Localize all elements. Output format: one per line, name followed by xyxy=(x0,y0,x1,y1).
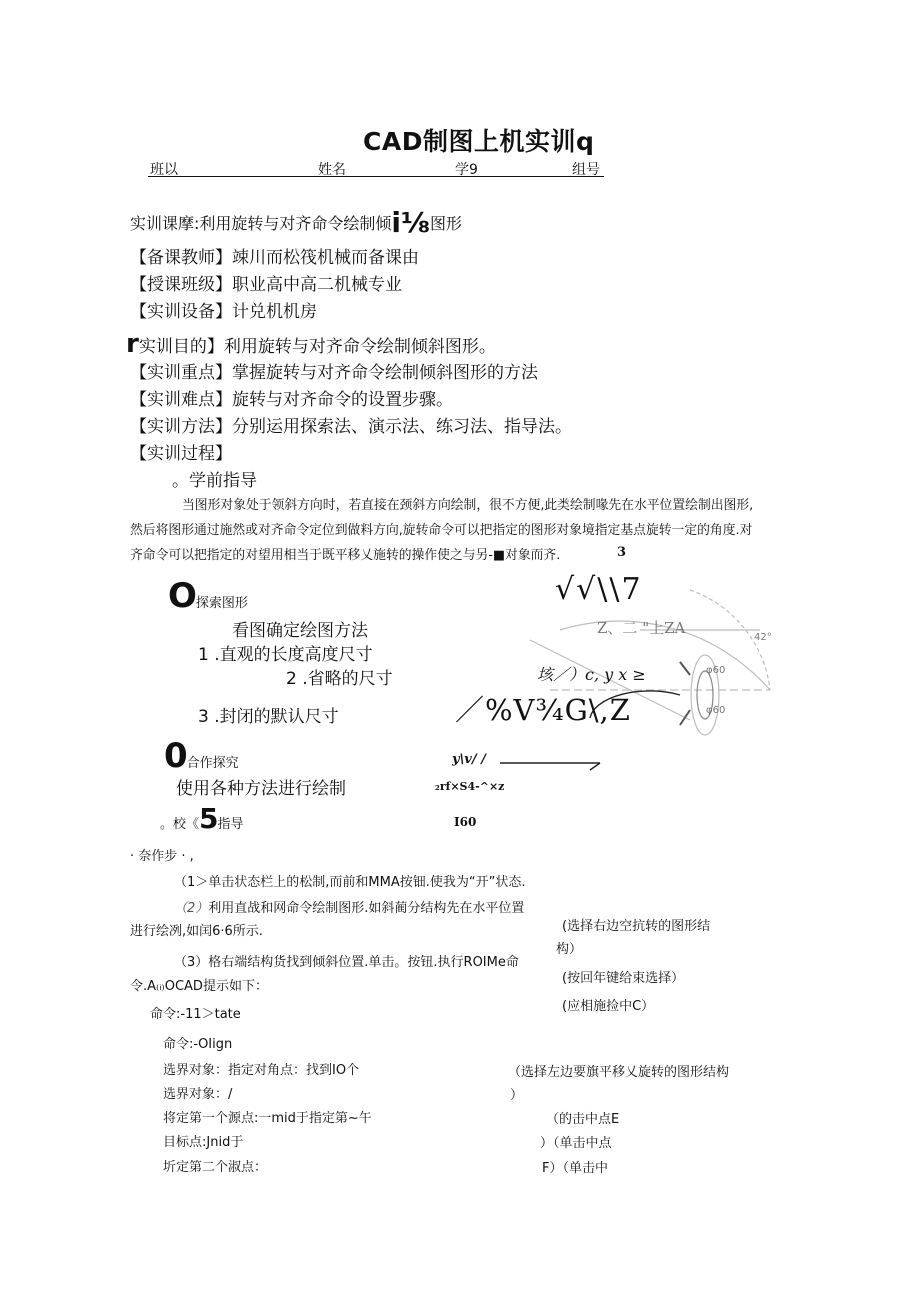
explore-heading xyxy=(168,576,248,616)
class-label: 班以 xyxy=(150,162,178,178)
step-2-line-1 xyxy=(174,897,524,916)
goal-text: 实训目的】利用旋转与对齐命令绘制倾斜图形。 xyxy=(138,337,496,357)
course-title xyxy=(130,206,462,239)
intro-line-3: 齐命令可以把指定的对望用相当于既平移乂施转的操作使之与另-■对象而齐. xyxy=(130,548,561,563)
explore-item-1: 1 .直观的长度高度尺寸 xyxy=(198,645,373,665)
process-line: 【实训过程】 xyxy=(130,444,232,464)
school-prefix: 。校《 xyxy=(160,817,200,832)
tick-b xyxy=(680,710,690,725)
command-select-2: 选界对象：/ xyxy=(163,1087,233,1102)
header-underline xyxy=(148,176,604,177)
explore-subtitle: 看图确定绘图方法 xyxy=(232,621,368,641)
step-3-line-2: 令.A₍ᵢ₎OCAD提示如下： xyxy=(130,979,268,994)
note-midpoint-f: F）（单击中 xyxy=(542,1161,608,1176)
difficulty-line: 【实训难点】旋转与对齐命令的设置步骤。 xyxy=(130,390,453,410)
command-target-1: 目标点:Jnid于 xyxy=(163,1135,244,1150)
school-mark: 5 xyxy=(199,802,218,835)
note-enter: (按回年键给束选择） xyxy=(562,971,685,986)
page-marker: 3 xyxy=(617,545,627,560)
cooperate-label: 合作探究 xyxy=(186,756,239,771)
figure-line-2: Z、二 "上ZA xyxy=(597,619,686,637)
step-2-num: （2） xyxy=(174,901,209,916)
cooperate-subtitle: 使用各种方法进行绘制 xyxy=(176,779,346,799)
course-glyph: i⅛ xyxy=(391,206,430,239)
command-rotate: 命令:-11＞tate xyxy=(150,1007,241,1022)
note-select-left: （选择左边要旗平移乂旋转的图形结构 xyxy=(508,1065,730,1080)
course-prefix: 实训课摩:利用旋转与对齐命令绘制倾 xyxy=(130,214,392,233)
goal-mark: r xyxy=(126,329,139,359)
figure-line-7: I60 xyxy=(454,815,477,829)
figure-line-5: y\v/ / xyxy=(452,752,486,767)
class-line: 【授课班级】职业高中高二机械专业 xyxy=(130,275,402,295)
group-label: 组号 xyxy=(572,162,600,178)
number-label: 学9 xyxy=(455,162,478,178)
steps-title: · 奈作步 · , xyxy=(130,849,194,864)
name-label: 姓名 xyxy=(318,162,346,178)
note-select-right-1: (选择右边空抗转的图形结 xyxy=(562,919,711,934)
step-2-line-2: 进行绘冽,如闰6·6所示. xyxy=(130,924,263,939)
figure-phi-1: φ60 xyxy=(706,665,726,676)
cooperate-mark: 0 xyxy=(164,736,187,776)
pre-guide: 。学前指导 xyxy=(172,471,257,491)
command-source-1: 将定第一个源点:一mid于指定第~午 xyxy=(163,1111,372,1126)
method-line: 【实训方法】分别运用探索法、演示法、练习法、指导法。 xyxy=(130,417,572,437)
school-label: 指导 xyxy=(217,817,244,832)
figure-line-3: 垓／）c, y x ≥ xyxy=(537,665,646,684)
note-midpoint-e: （的击中点E xyxy=(546,1112,620,1127)
note-clipped: (应相施捡中C） xyxy=(562,999,655,1014)
note-select-left-close: ） xyxy=(510,1088,524,1103)
goal-line xyxy=(126,329,496,359)
explore-item-2: 2 .省略的尺寸 xyxy=(286,669,393,689)
note-midpoint: ）（单击中点 xyxy=(540,1136,612,1151)
step-2-text: 利用直战和网命令绘制图形.如斜蔺分结构先在水平位置 xyxy=(208,901,525,916)
cooperate-heading xyxy=(164,736,239,776)
equipment-line: 【实训设备】计兑机机房 xyxy=(130,302,317,322)
command-align: 命令:-OIign xyxy=(163,1037,233,1052)
course-suffix: 图形 xyxy=(430,214,463,233)
command-select-1: 选界对象：指定对角点：找到IO个 xyxy=(163,1063,360,1078)
note-select-right-2: 构） xyxy=(556,942,583,957)
explore-item-3: 3 .封闭的默认尺寸 xyxy=(198,707,339,727)
step-3-line-1: （3）格右端结构货找到倾斜位置.单击。按钮.执行ROIMe命 xyxy=(174,955,519,970)
command-source-2: 圻定第二个淑点： xyxy=(163,1160,268,1175)
base-tail xyxy=(590,763,600,770)
figure-line-4: ／%V¾G\,Z xyxy=(455,693,631,727)
teacher-line: 【备课教师】竦川而松筏机械而备课由 xyxy=(130,248,419,268)
focus-line: 【实训重点】掌握旋转与对齐命令绘制倾斜图形的方法 xyxy=(130,363,538,383)
figure-line-6: ₂rf×S4-^×z xyxy=(435,780,505,793)
intro-line-1: 当图形对象处于领斜方向时，若直接在颈斜方向绘制，很不方便,此类绘制喙先在水平位置绘制出图形, xyxy=(182,498,754,513)
explore-mark: O xyxy=(168,576,196,616)
document-title: CAD制图上机实训q xyxy=(363,127,595,156)
figure-angle: 42° xyxy=(754,632,772,643)
tick-a xyxy=(680,662,690,675)
intro-line-2: 然后将图形通过施然或对齐命令定位到做料方向,旋转命令可以把指定的图形对象境指定基点旋转一定的角度.对 xyxy=(130,523,753,538)
figure-line-1: √√\\7 xyxy=(555,572,643,607)
school-heading xyxy=(160,802,244,835)
figure-phi-2: φ60 xyxy=(706,705,726,716)
explore-label: 探索图形 xyxy=(195,596,248,611)
step-1: （1＞单击状态栏上的松制,而前和MMA按钿.使我为“开”状态. xyxy=(174,875,526,890)
